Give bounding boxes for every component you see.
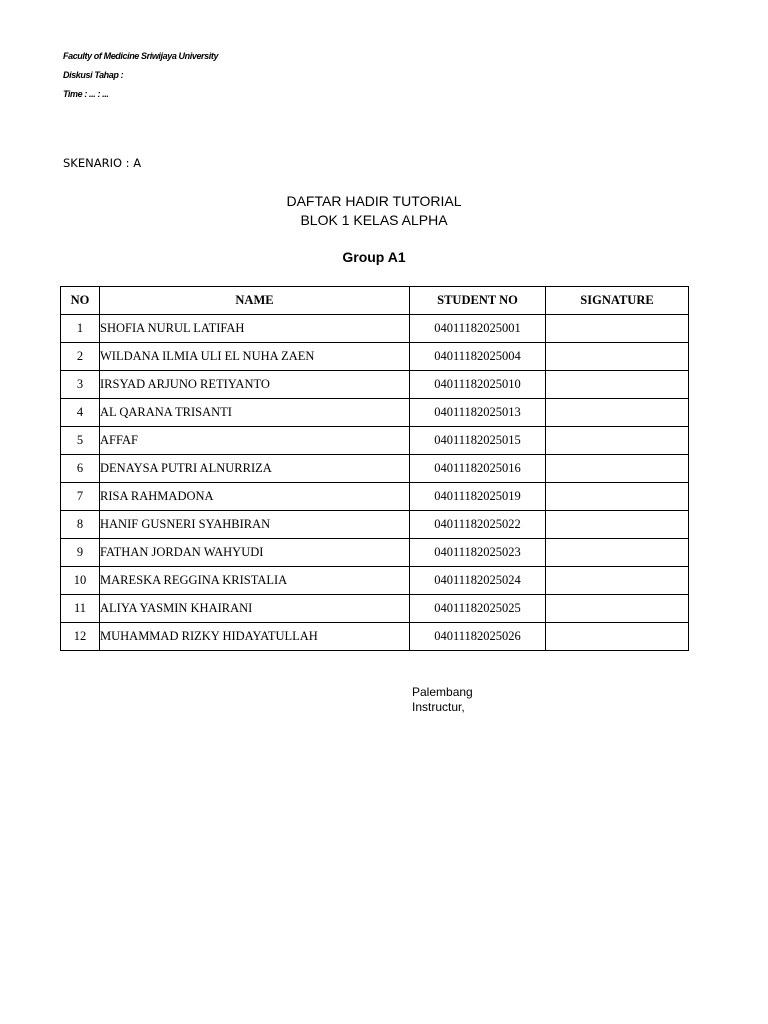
student-number: 04011182025001 <box>410 315 546 343</box>
signature-cell <box>546 343 689 371</box>
row-number: 6 <box>61 455 100 483</box>
skenario-label: SKENARIO : A <box>63 156 142 170</box>
student-number: 04011182025022 <box>410 511 546 539</box>
student-name: IRSYAD ARJUNO RETIYANTO <box>100 371 410 399</box>
signature-cell <box>546 623 689 651</box>
student-number: 04011182025023 <box>410 539 546 567</box>
student-name: DENAYSA PUTRI ALNURRIZA <box>100 455 410 483</box>
row-number: 4 <box>61 399 100 427</box>
header-no: NO <box>61 287 100 315</box>
time-label: Time : ... : ... <box>63 89 109 99</box>
row-number: 9 <box>61 539 100 567</box>
signature-cell <box>546 511 689 539</box>
row-number: 7 <box>61 483 100 511</box>
student-number: 04011182025013 <box>410 399 546 427</box>
student-name: MARESKA REGGINA KRISTALIA <box>100 567 410 595</box>
student-name: RISA RAHMADONA <box>100 483 410 511</box>
signature-cell <box>546 399 689 427</box>
student-number: 04011182025019 <box>410 483 546 511</box>
row-number: 11 <box>61 595 100 623</box>
table-row <box>61 623 689 651</box>
attendance-table <box>60 286 689 651</box>
table-row <box>61 371 689 399</box>
student-name: ALIYA YASMIN KHAIRANI <box>100 595 410 623</box>
table-row <box>61 343 689 371</box>
signature-cell <box>546 483 689 511</box>
row-number: 3 <box>61 371 100 399</box>
table-row <box>61 483 689 511</box>
student-name: AL QARANA TRISANTI <box>100 399 410 427</box>
student-name: FATHAN JORDAN WAHYUDI <box>100 539 410 567</box>
signature-place: Palembang <box>412 685 473 699</box>
row-number: 10 <box>61 567 100 595</box>
table-row <box>61 511 689 539</box>
group-title: Group A1 <box>342 249 406 265</box>
student-name: AFFAF <box>100 427 410 455</box>
row-number: 1 <box>61 315 100 343</box>
table-row <box>61 427 689 455</box>
signature-cell <box>546 595 689 623</box>
signature-cell <box>546 427 689 455</box>
student-number: 04011182025026 <box>410 623 546 651</box>
student-number: 04011182025025 <box>410 595 546 623</box>
table-body <box>61 315 689 651</box>
signature-cell <box>546 455 689 483</box>
signature-cell <box>546 567 689 595</box>
student-number: 04011182025016 <box>410 455 546 483</box>
faculty-heading: Faculty of Medicine Sriwijaya University <box>63 51 219 61</box>
student-number: 04011182025004 <box>410 343 546 371</box>
table-row <box>61 539 689 567</box>
document-subtitle: BLOK 1 KELAS ALPHA <box>300 212 448 228</box>
row-number: 2 <box>61 343 100 371</box>
student-number: 04011182025010 <box>410 371 546 399</box>
document-title: DAFTAR HADIR TUTORIAL <box>286 193 462 209</box>
row-number: 8 <box>61 511 100 539</box>
header-name: NAME <box>100 287 410 315</box>
header-signature: SIGNATURE <box>546 287 689 315</box>
table-row <box>61 399 689 427</box>
signature-cell <box>546 315 689 343</box>
student-name: HANIF GUSNERI SYAHBIRAN <box>100 511 410 539</box>
signature-cell <box>546 371 689 399</box>
student-number: 04011182025024 <box>410 567 546 595</box>
diskusi-label: Diskusi Tahap : <box>63 70 124 80</box>
student-name: WILDANA ILMIA ULI EL NUHA ZAEN <box>100 343 410 371</box>
student-name: MUHAMMAD RIZKY HIDAYATULLAH <box>100 623 410 651</box>
header-student-no: STUDENT NO <box>410 287 546 315</box>
student-name: SHOFIA NURUL LATIFAH <box>100 315 410 343</box>
signature-cell <box>546 539 689 567</box>
signature-role: Instructur, <box>412 700 465 714</box>
table-row <box>61 315 689 343</box>
row-number: 5 <box>61 427 100 455</box>
row-number: 12 <box>61 623 100 651</box>
table-row <box>61 455 689 483</box>
table-row <box>61 567 689 595</box>
table-header-row <box>61 287 689 315</box>
table-row <box>61 595 689 623</box>
student-number: 04011182025015 <box>410 427 546 455</box>
